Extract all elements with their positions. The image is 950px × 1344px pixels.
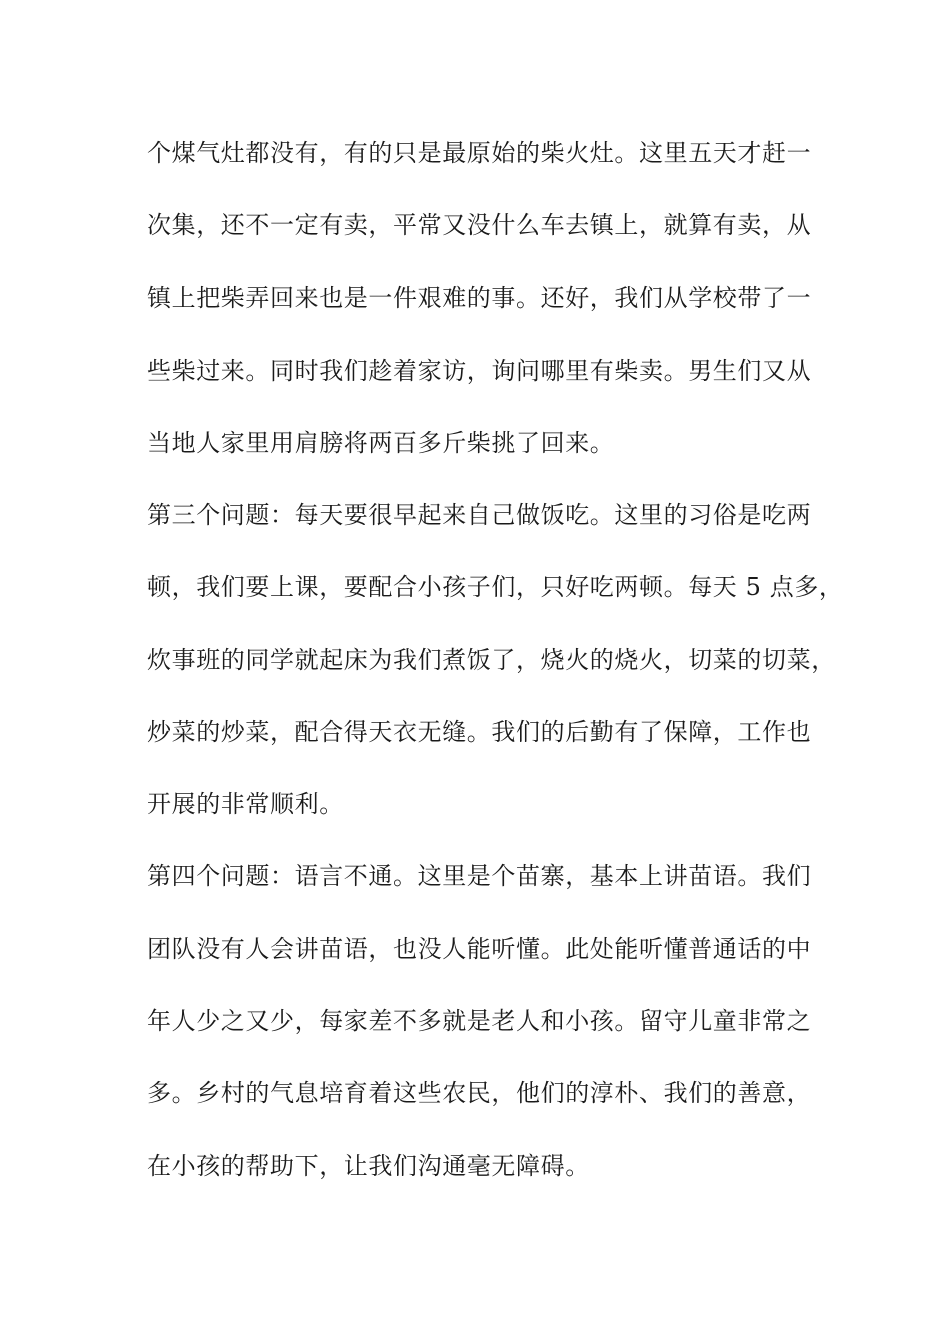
text-line: 第三个问题：每天要很早起来自己做饭吃。这里的习俗是吃两 bbox=[147, 501, 812, 529]
text-line: 年人少之又少，每家差不多就是老人和小孩。留守儿童非常之 bbox=[147, 1007, 812, 1035]
text-line: 些柴过来。同时我们趁着家访，询问哪里有柴卖。男生们又从 bbox=[147, 357, 812, 385]
text-line: 炒菜的炒菜，配合得天衣无缝。我们的后勤有了保障，工作也 bbox=[147, 718, 812, 746]
text-line: 顿，我们要上课，要配合小孩子们，只好吃两顿。每天 5 点多， bbox=[147, 573, 844, 601]
text-line: 多。乡村的气息培育着这些农民，他们的淳朴、我们的善意， bbox=[147, 1079, 812, 1107]
text-line: 在小孩的帮助下，让我们沟通毫无障碍。 bbox=[147, 1152, 590, 1180]
text-line: 当地人家里用肩膀将两百多斤柴挑了回来。 bbox=[147, 429, 615, 457]
text-line: 第四个问题：语言不通。这里是个苗寨，基本上讲苗语。我们 bbox=[147, 862, 812, 890]
text-line: 个煤气灶都没有，有的只是最原始的柴火灶。这里五天才赶一 bbox=[147, 139, 812, 167]
text-line: 镇上把柴弄回来也是一件艰难的事。还好，我们从学校带了一 bbox=[147, 284, 812, 312]
text-line: 次集，还不一定有卖，平常又没什么车去镇上，就算有卖，从 bbox=[147, 211, 812, 239]
text-line: 团队没有人会讲苗语，也没人能听懂。此处能听懂普通话的中 bbox=[147, 935, 812, 963]
text-line: 炊事班的同学就起床为我们煮饭了，烧火的烧火，切菜的切菜， bbox=[147, 646, 836, 674]
text-line: 开展的非常顺利。 bbox=[147, 790, 344, 818]
